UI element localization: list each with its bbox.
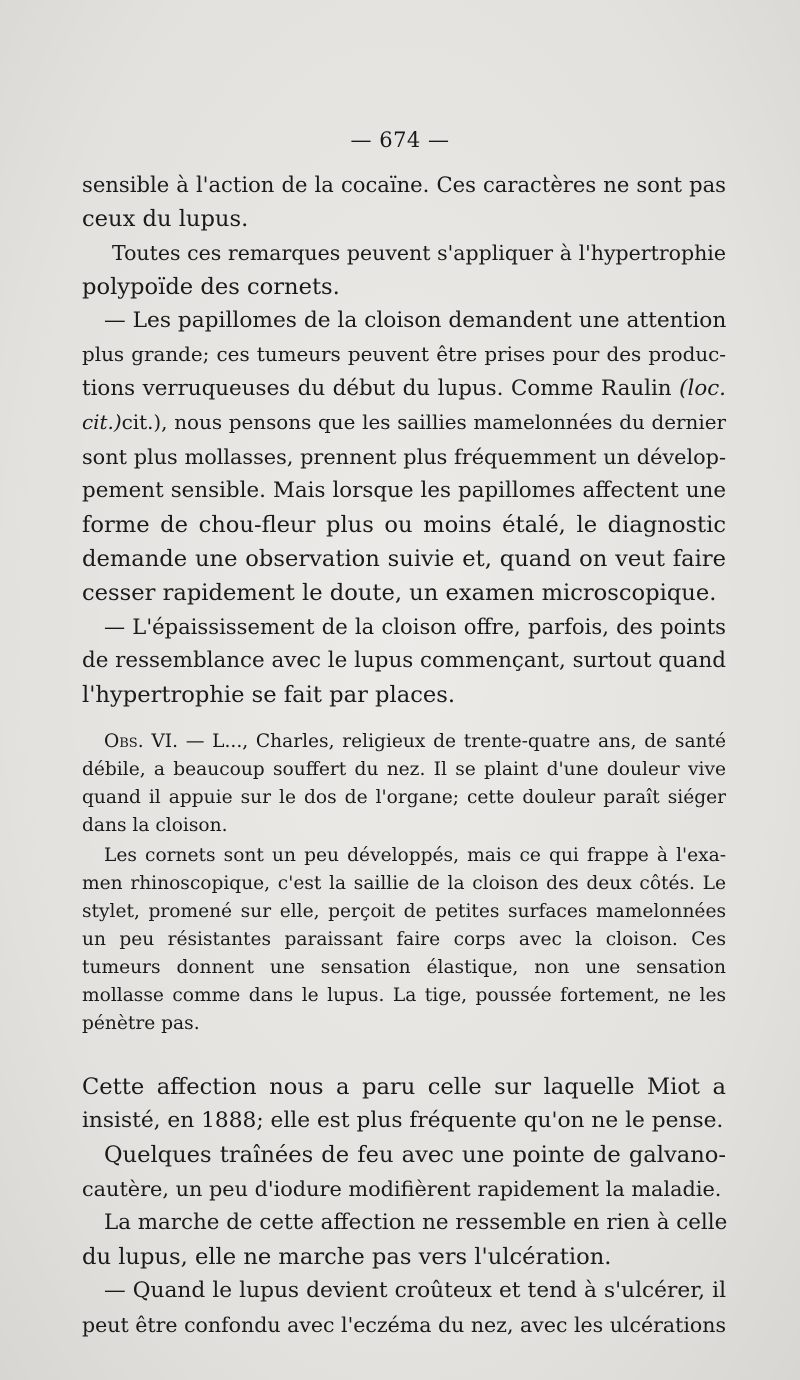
italic-fragment: cit.) xyxy=(82,411,122,434)
text-line xyxy=(82,372,726,406)
observation-label: Obs. VI. xyxy=(104,731,179,752)
text-line: cautère, un peu d'iodure modifièrent rapidement la maladie. xyxy=(82,1177,722,1201)
text-line xyxy=(104,728,726,756)
text-line: La marche de cette affection ne ressemble en rien à celle xyxy=(104,1210,728,1235)
text-fragment: — L..., Charles, religieux de trente-quatre ans, de santé xyxy=(178,731,726,752)
italic-fragment: (loc. xyxy=(679,376,726,401)
text-line: ceux du lupus. xyxy=(82,206,249,232)
text-line: stylet, promené sur elle, perçoit de petites surfaces mamelonnées xyxy=(82,901,726,922)
text-line: — L'épaississement de la cloison offre, parfois, des points xyxy=(104,614,726,639)
text-line: forme de chou-fleur plus ou moins étalé, le diagnostic xyxy=(82,512,726,538)
text-line: Cette affection nous a paru celle sur laquelle Miot a xyxy=(82,1074,726,1100)
text-line: quand il appuie sur le dos de l'organe; cette douleur paraît siéger xyxy=(82,787,726,808)
text-line: dans la cloison. xyxy=(82,815,228,836)
text-line: Les cornets sont un peu développés, mais ce qui frappe à l'exa- xyxy=(104,845,726,866)
text-fragment: cit.), nous pensons que les saillies mamelonnées du dernier xyxy=(121,411,726,434)
text-line: débile, a beaucoup souffert du nez. Il se plaint d'une douleur vive xyxy=(82,759,726,780)
text-line: demande une observation suivie et, quand on veut faire xyxy=(82,546,726,572)
text-line: Toutes ces remarques peuvent s'appliquer à l'hypertrophie xyxy=(112,241,726,265)
text-line: polypoïde des cornets. xyxy=(82,274,340,300)
text-line: cesser rapidement le doute, un examen microscopique. xyxy=(82,580,717,606)
text-line: pement sensible. Mais lorsque les papillomes affectent une xyxy=(82,478,726,503)
text-line: pénètre pas. xyxy=(82,1013,200,1034)
text-line: peut être confondu avec l'eczéma du nez, avec les ulcérations xyxy=(82,1313,726,1337)
page-number: — 674 — xyxy=(350,128,450,152)
text-line: mollasse comme dans le lupus. La tige, poussée fortement, ne les xyxy=(82,985,726,1006)
text-line: sont plus mollasses, prennent plus fréquemment un dévelop- xyxy=(82,445,726,469)
text-line: sensible à l'action de la cocaïne. Ces caractères ne sont pas xyxy=(82,172,726,197)
text-line: tumeurs donnent une sensation élastique, non une sensation xyxy=(82,957,726,978)
text-line: plus grande; ces tumeurs peuvent être prises pour des produc- xyxy=(82,343,726,366)
text-line: Quelques traînées de feu avec une pointe de galvano- xyxy=(104,1142,726,1168)
text-fragment: tions verruqueuses du début du lupus. Comme Raulin xyxy=(82,376,672,401)
text-line: un peu résistantes paraissant faire corps avec la cloison. Ces xyxy=(82,929,726,950)
text-line: du lupus, elle ne marche pas vers l'ulcération. xyxy=(82,1244,612,1270)
text-line: men rhinoscopique, c'est la saillie de la cloison des deux côtés. Le xyxy=(82,873,726,894)
text-line: insisté, en 1888; elle est plus fréquente qu'on ne le pense. xyxy=(82,1108,724,1133)
text-line: de ressemblance avec le lupus commençant, surtout quand xyxy=(82,648,726,673)
text-line: l'hypertrophie se fait par places. xyxy=(82,682,456,708)
text-line xyxy=(82,406,726,440)
text-line: — Quand le lupus devient croûteux et tend à s'ulcérer, il xyxy=(104,1278,726,1303)
text-line: — Les papillomes de la cloison demandent une attention xyxy=(104,308,727,333)
